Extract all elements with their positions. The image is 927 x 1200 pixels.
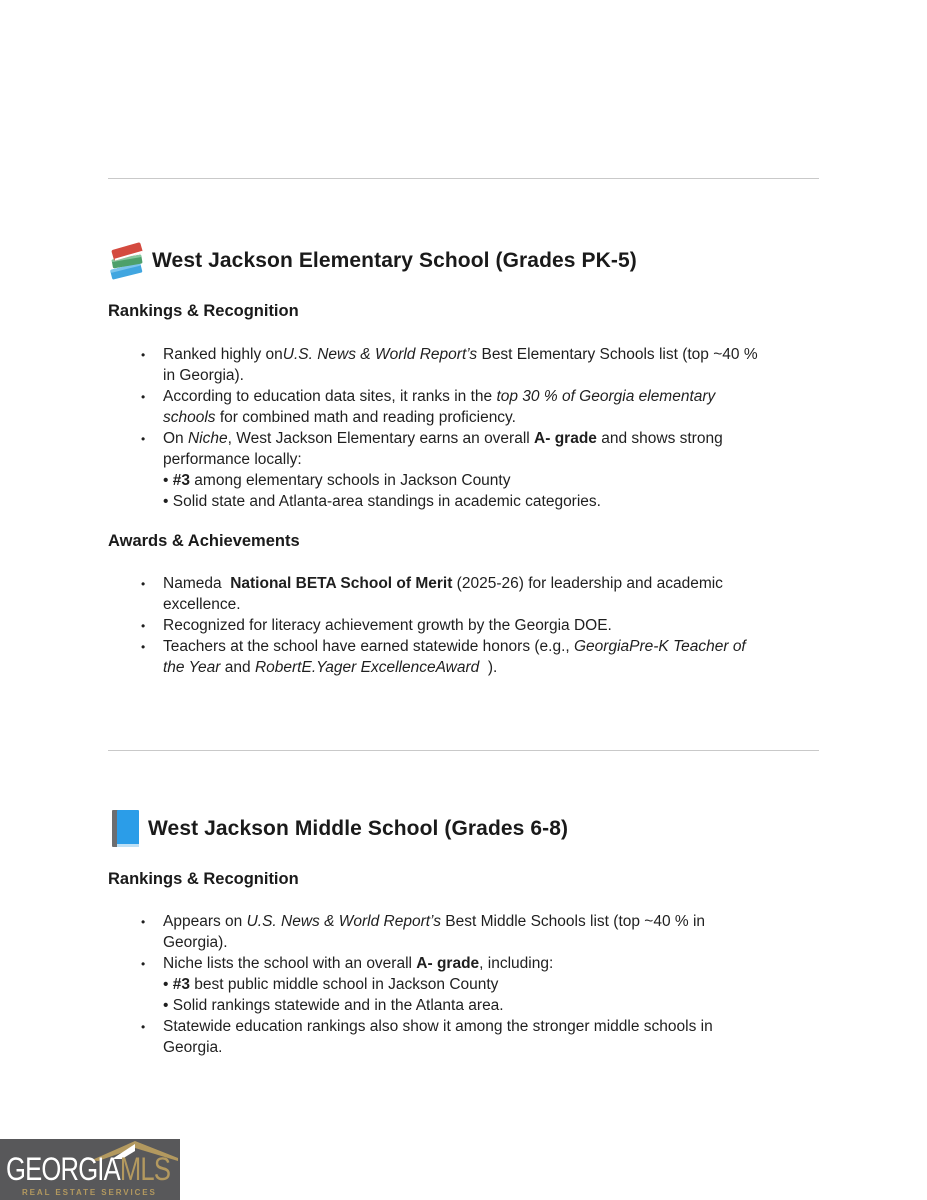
text-segment: RobertE.Yager ExcellenceAward — [254, 659, 480, 676]
text-segment: • — [163, 976, 173, 993]
logo-tagline: REAL ESTATE SERVICES — [22, 1188, 157, 1197]
bullet-item — [108, 953, 764, 1016]
text-segment: Recognized for literacy achievement growth by the Georgia DOE. — [163, 617, 612, 634]
text-segment: Appears on — [163, 913, 247, 930]
text-segment: A- grade — [534, 430, 597, 447]
text-segment: and shows strong performance locally: — [163, 430, 723, 468]
text-segment: Best Elementary Schools list (top ~40 % in Georgia). — [163, 346, 758, 384]
bullet-item — [108, 636, 764, 678]
bullet-item — [108, 615, 764, 636]
section-middle-school — [108, 808, 820, 1058]
blue-book-icon — [108, 809, 142, 849]
text-segment: for combined math and reading proficiency. — [215, 409, 516, 426]
bullet-item — [108, 911, 764, 953]
sub-bullet-line — [163, 995, 764, 1016]
section-divider-middle — [108, 750, 819, 751]
text-segment: Niche lists the school with an overall — [163, 955, 417, 972]
middle-title-row — [108, 808, 820, 850]
text-segment: U.S. News & World Report’s — [246, 913, 441, 930]
bullet-item — [108, 573, 764, 615]
text-segment: Teachers at the school have earned statewide honors (e.g., — [163, 638, 574, 655]
bullet-item — [108, 344, 764, 386]
page-title-middle: West Jackson Middle School (Grades 6-8) — [148, 817, 569, 840]
books-icon — [108, 242, 146, 280]
elementary-title-row — [108, 240, 820, 282]
text-segment: #3 — [172, 472, 190, 489]
text-segment: Statewide education rankings also show it among the stronger middle schools in Georgia. — [163, 1018, 713, 1056]
section-divider-top — [108, 178, 819, 179]
text-segment: Niche — [187, 430, 228, 447]
text-segment: #3 — [172, 976, 190, 993]
bullet-list-middle-rankings — [108, 911, 764, 1058]
text-segment: Best Middle Schools list (top ~40 % in Georgia). — [163, 913, 706, 951]
text-segment: • Solid state and Atlanta-area standings in academic categories. — [163, 493, 601, 510]
bullet-item — [108, 386, 764, 428]
heading-awards-achievements: Awards & Achievements — [108, 532, 300, 550]
text-segment: A- grade — [416, 955, 480, 972]
text-segment: top 30 % of Georgia elementary schools — [163, 388, 716, 426]
bullet-item — [108, 1016, 764, 1058]
text-segment: National BETA School of Merit — [230, 575, 453, 592]
text-segment: Nameda — [163, 575, 231, 592]
bullet-list-elementary-rankings — [108, 344, 764, 512]
text-segment: According to education data sites, it ranks in the — [163, 388, 497, 405]
heading-rankings-recognition-middle: Rankings & Recognition — [108, 870, 299, 888]
text-segment: best public middle school in Jackson County — [189, 976, 499, 993]
section-elementary-school — [108, 240, 820, 678]
logo-wordmark — [6, 1153, 170, 1185]
text-segment: , including: — [479, 955, 554, 972]
logo-text-georgia: GEORGIA — [6, 1151, 120, 1187]
text-segment: GeorgiaPre-K Teacher of the Year — [163, 638, 746, 676]
bullet-item — [108, 428, 764, 512]
logo-text-mls: MLS — [119, 1151, 171, 1187]
text-segment: and — [220, 659, 255, 676]
text-segment: , West Jackson Elementary earns an overall — [227, 430, 535, 447]
text-segment: (2025-26) for leadership and academic excellence. — [163, 575, 723, 613]
text-segment: among elementary schools in Jackson County — [189, 472, 511, 489]
text-segment: On — [163, 430, 188, 447]
sub-bullet-line — [163, 974, 764, 995]
text-segment: • — [163, 472, 173, 489]
text-segment: Ranked highly on — [163, 346, 283, 363]
bullet-list-elementary-awards — [108, 573, 764, 678]
text-segment: U.S. News & World Report’s — [282, 346, 478, 363]
georgia-mls-logo — [0, 1139, 180, 1200]
text-segment: • Solid rankings statewide and in the Atlanta area. — [163, 997, 504, 1014]
heading-rankings-recognition: Rankings & Recognition — [108, 302, 299, 320]
text-segment: ). — [479, 659, 498, 676]
sub-bullet-line — [163, 491, 764, 512]
page-title-elementary: West Jackson Elementary School (Grades PK-5) — [152, 249, 637, 272]
sub-bullet-line — [163, 470, 764, 491]
